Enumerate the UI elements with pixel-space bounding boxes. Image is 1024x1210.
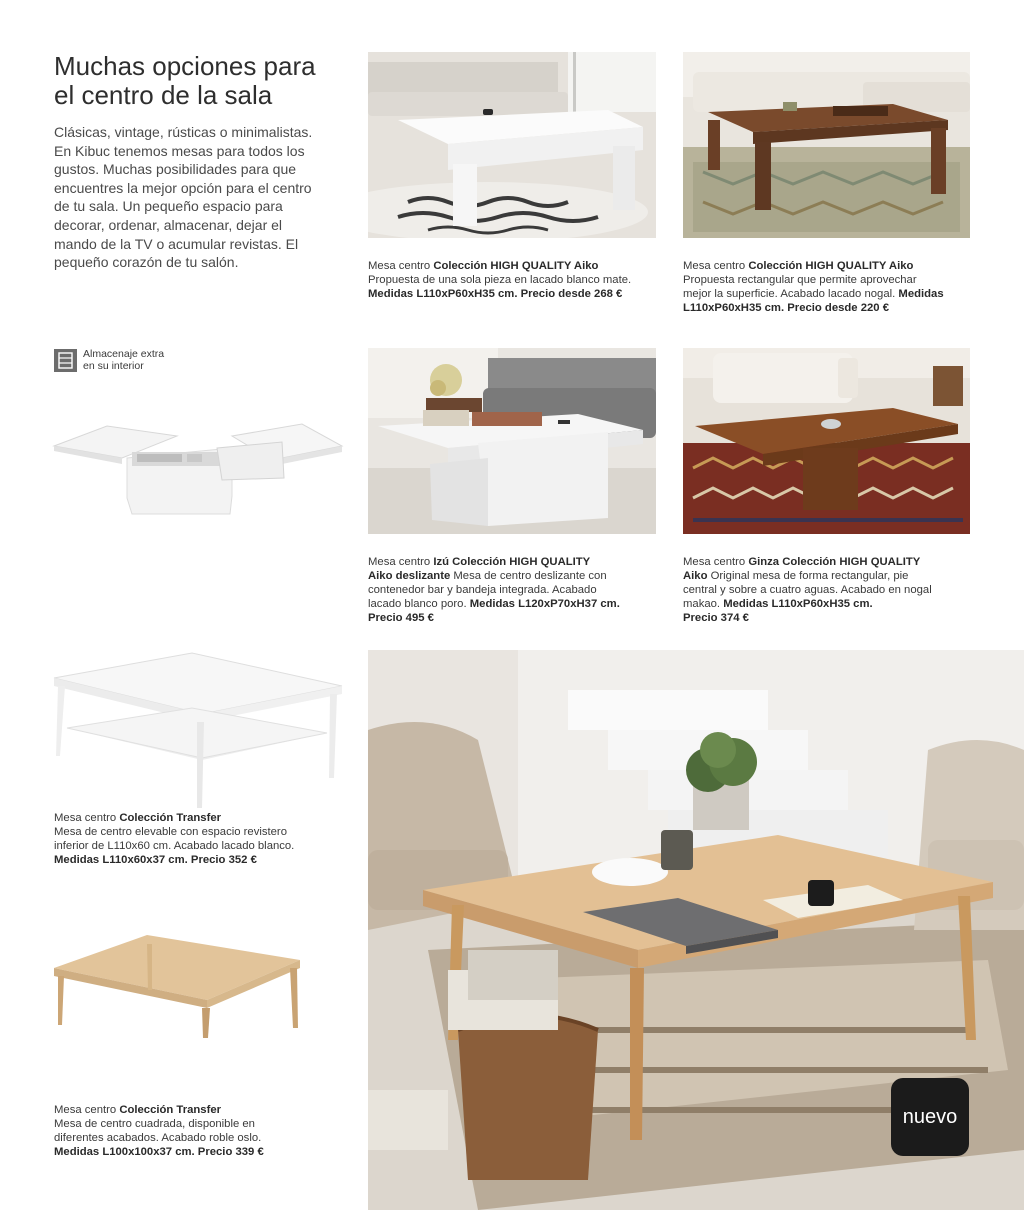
caption-prefix: Mesa centro — [54, 812, 120, 824]
product-description: Mesa de centro deslizante con — [450, 570, 607, 582]
product-name: Colección HIGH QUALITY Aiko — [433, 260, 599, 272]
intro-line: gustos. Muchas posibilidades para que — [54, 161, 297, 178]
product-measures-price: L110xP60xH35 cm. Precio desde 220 € — [683, 302, 889, 314]
product-description: Mesa de centro elevable con espacio revistero — [54, 826, 287, 838]
product-description: makao. — [683, 598, 724, 610]
product-description: lacado blanco poro. — [368, 598, 470, 610]
product-name: Ginza Colección HIGH QUALITY — [748, 556, 921, 568]
intro-line: encuentres la mejor opción para el centro — [54, 179, 312, 196]
intro-line: Clásicas, vintage, rústicas o minimalistas. — [54, 124, 313, 140]
product-description: mejor la superficie. Acabado lacado nogal. — [683, 288, 899, 300]
storage-drawers-icon — [54, 349, 77, 372]
product-description: contenedor bar y bandeja integrada. Acabado — [368, 584, 597, 596]
caption-aiko-white — [368, 259, 658, 301]
photo-aiko-walnut-table — [683, 52, 970, 238]
page-title — [54, 52, 354, 110]
intro-line: pequeño corazón de tu salón. — [54, 254, 239, 271]
product-price: Precio 495 € — [368, 612, 434, 624]
storage-note-line: Almacenaje extra — [83, 348, 165, 360]
product-measures-price: Medidas L100x100x37 cm. Precio 339 € — [54, 1146, 264, 1158]
photo-izu-table — [368, 348, 656, 534]
intro-line: En Kibuc tenemos mesas para todos los — [54, 142, 305, 159]
caption-prefix: Mesa centro — [54, 1104, 120, 1116]
photo-ginza-table — [683, 348, 970, 534]
storage-note — [83, 349, 193, 372]
new-badge: nuevo — [891, 1078, 969, 1156]
product-description: Mesa de centro cuadrada, disponible en — [54, 1118, 255, 1130]
caption-transfer-white — [54, 811, 344, 867]
photo-transfer-white-table — [52, 648, 344, 810]
caption-ginza — [683, 555, 983, 625]
title-line-1: Muchas opciones para — [54, 51, 316, 81]
storage-note-line: en su interior — [83, 359, 144, 372]
intro-line: mando de la TV o acumular revistas. El — [54, 235, 299, 252]
caption-transfer-oak — [54, 1103, 344, 1159]
product-measures-price: Medidas L110xP60xH35 cm. Precio desde 268 € — [368, 288, 623, 300]
product-description: central y sobre a cuatro aguas. Acabado en nogal — [683, 584, 932, 596]
intro-line: de tu sala. Un pequeño espacio para — [54, 198, 283, 215]
photo-aiko-white-table — [368, 52, 656, 238]
caption-prefix: Mesa centro — [683, 260, 749, 272]
product-measures: Medidas L110xP60xH35 cm. — [723, 598, 873, 610]
product-name: Aiko deslizante — [368, 570, 451, 582]
caption-aiko-walnut — [683, 259, 983, 315]
product-name: Izú Colección HIGH QUALITY — [433, 556, 591, 568]
product-name: Colección Transfer — [119, 1104, 222, 1116]
product-description: Original mesa de forma rectangular, pie — [707, 570, 909, 582]
photo-sliding-table-open — [52, 418, 344, 518]
intro-paragraph — [54, 123, 344, 272]
product-measures-price: Medidas L110x60x37 cm. Precio 352 € — [54, 854, 257, 866]
photo-transfer-oak-table — [52, 930, 302, 1040]
product-measures-label: Medidas — [898, 288, 944, 300]
product-price: Precio 374 € — [683, 612, 749, 624]
product-description: diferentes acabados. Acabado roble oslo. — [54, 1132, 262, 1144]
product-description: Propuesta de una sola pieza en lacado blanco mate. — [368, 274, 632, 286]
product-name: Aiko — [683, 570, 708, 582]
product-measures: Medidas L120xP70xH37 cm. — [469, 598, 620, 610]
caption-prefix: Mesa centro — [368, 260, 434, 272]
product-name: Colección Transfer — [119, 812, 222, 824]
product-description: inferior de L110x60 cm. Acabado lacado blanco. — [54, 840, 295, 852]
title-line-2: el centro de la sala — [54, 80, 273, 110]
intro-line: decorar, ordenar, almacenar, dejar el — [54, 216, 283, 233]
product-name: Colección HIGH QUALITY Aiko — [748, 260, 914, 272]
caption-prefix: Mesa centro — [683, 556, 749, 568]
caption-izu — [368, 555, 658, 625]
caption-prefix: Mesa centro — [368, 556, 434, 568]
product-description: Propuesta rectangular que permite aprovechar — [683, 274, 917, 286]
